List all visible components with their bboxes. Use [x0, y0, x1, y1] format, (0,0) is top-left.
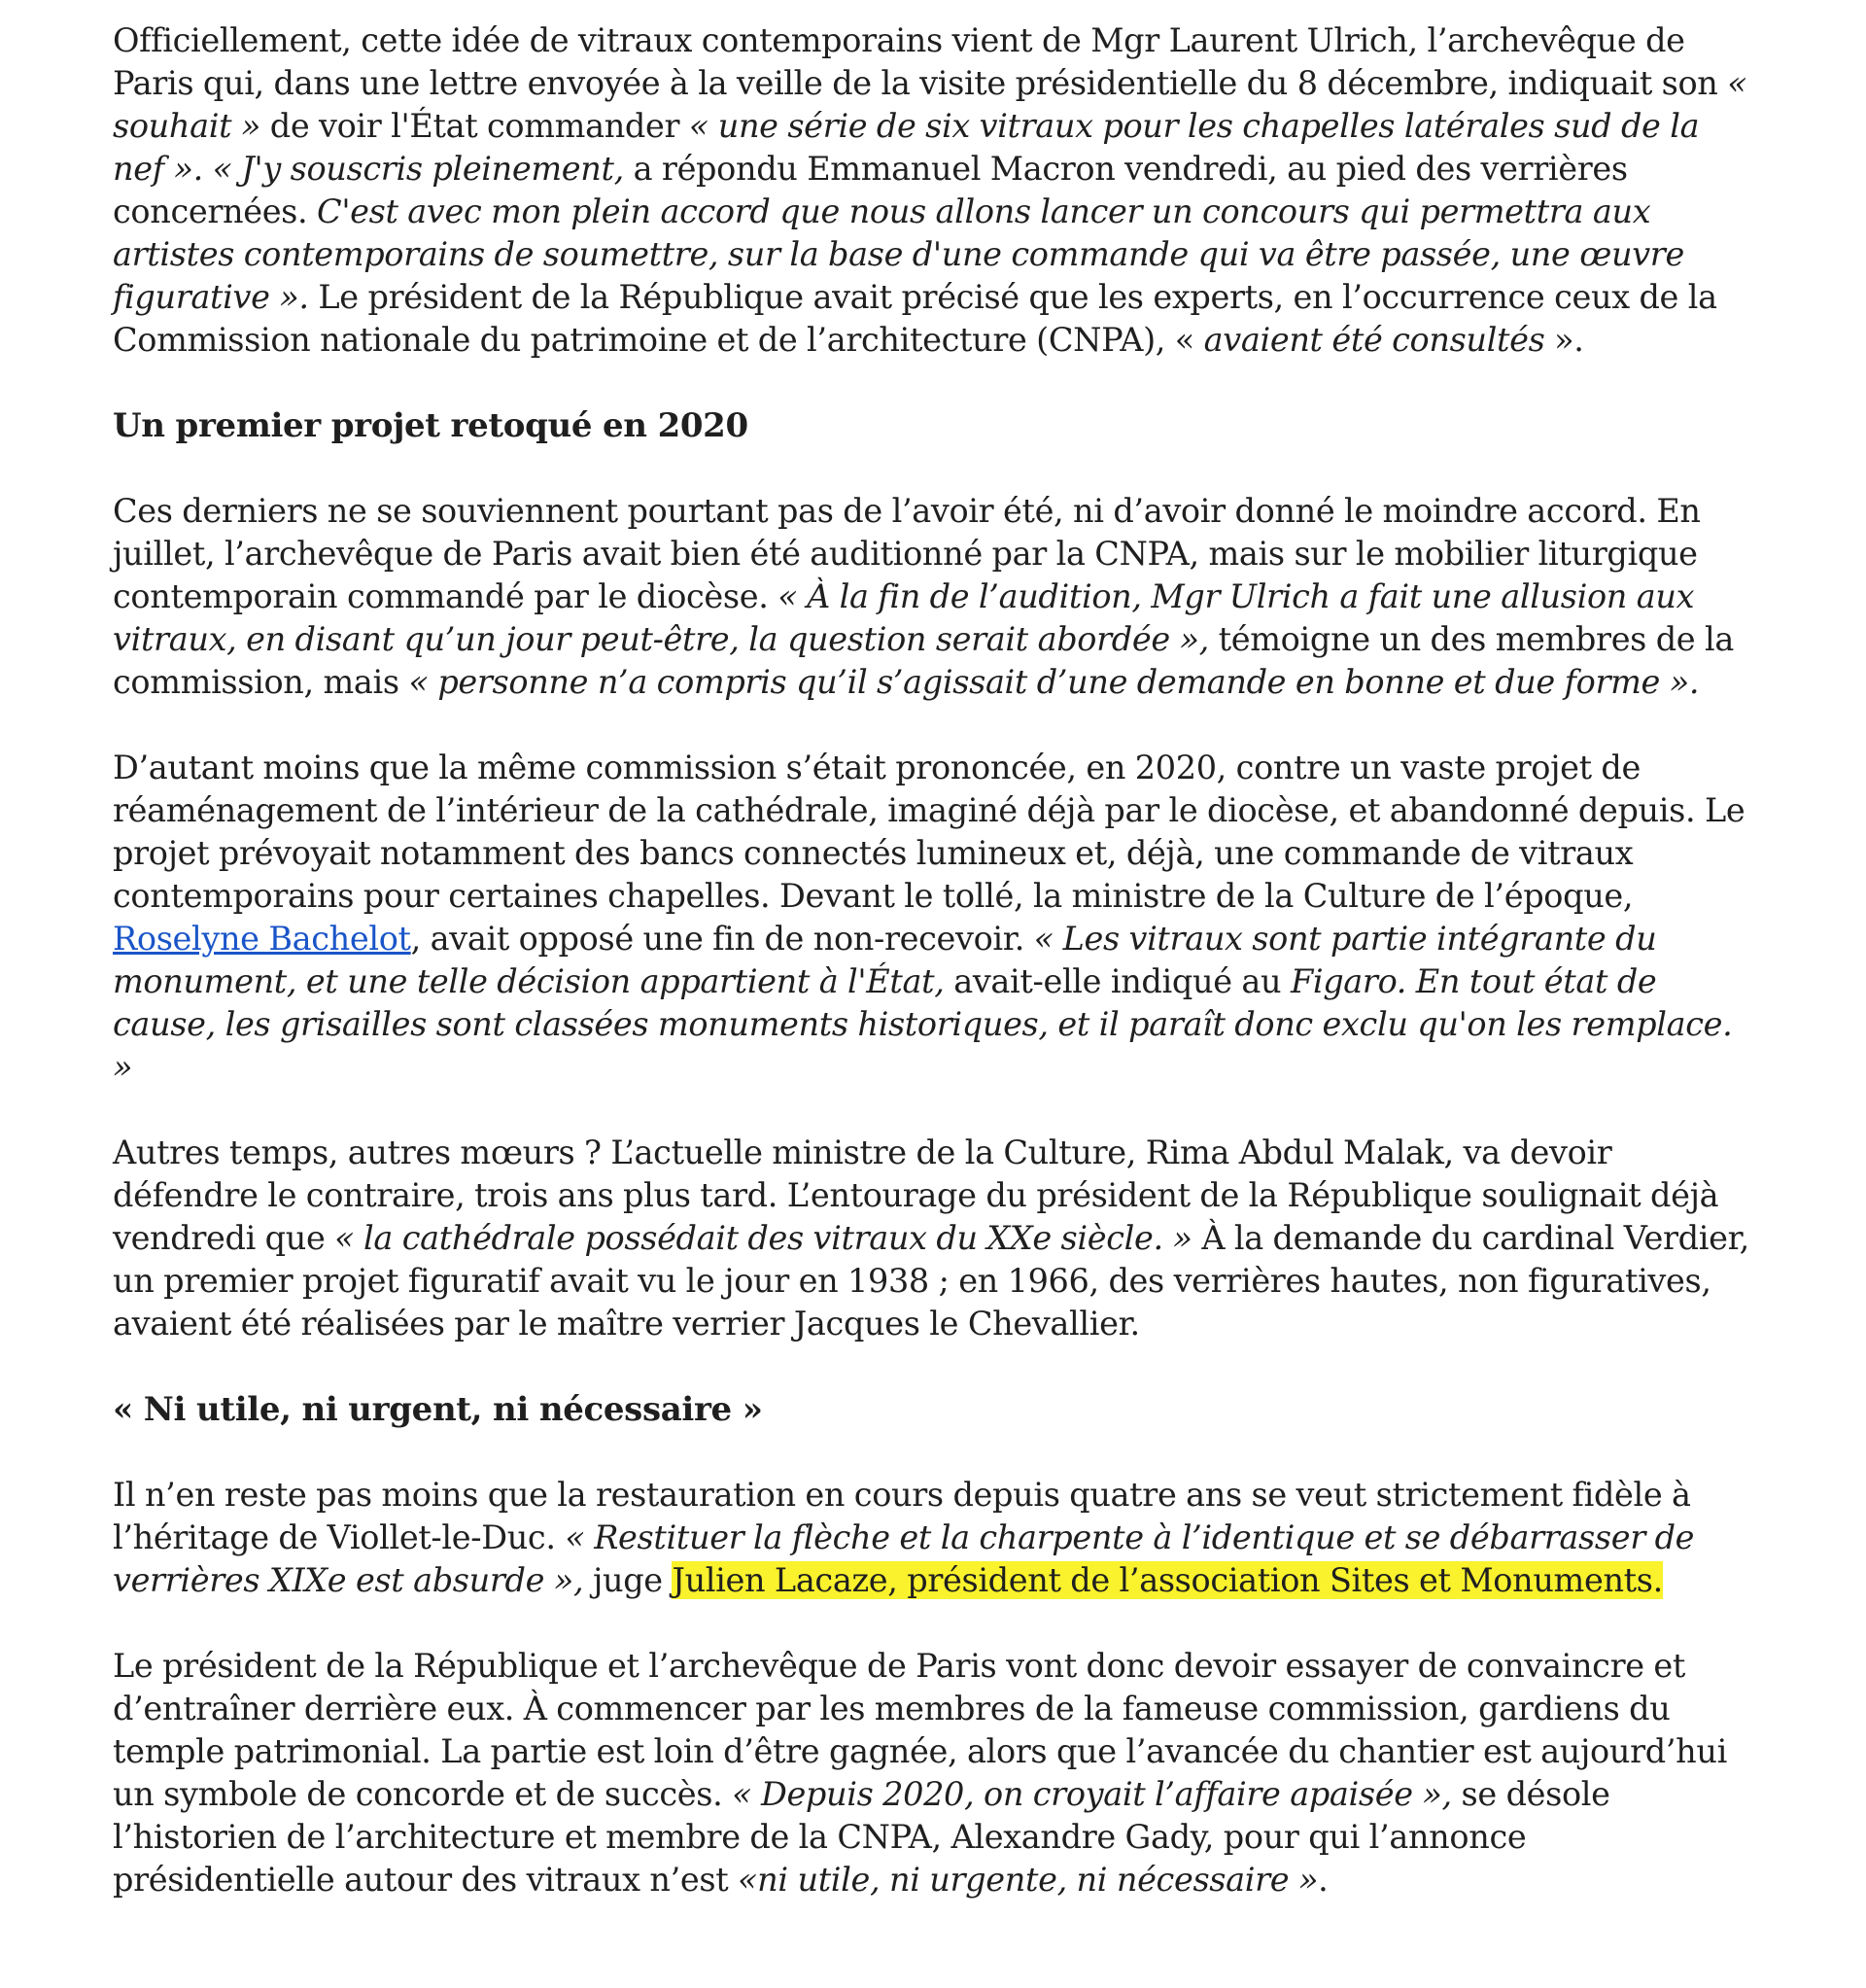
roselyne-bachelot-link[interactable]: Roselyne Bachelot — [113, 920, 411, 958]
p1-text-3: a répondu Emmanuel Macron vendredi, au pied des verrières concernées. — [113, 150, 1628, 230]
p5-quote-1: « Restituer la flèche et la charpente à l’identique et se débarrasser de verrières XIXe est absurde », — [113, 1518, 1695, 1599]
highlighted-text: Julien Lacaze, président de l’association Sites et Monuments. — [672, 1561, 1663, 1599]
p3-quote-1: « Les vitraux sont partie intégrante du monument, et une telle décision appartient à l'État, — [113, 920, 1657, 1000]
p1-text-4: Le président de la République avait précisé que les experts, en l’occurrence ceux de la Commission nationale du patrimoine et de l’architecture (CNPA), « — [113, 278, 1717, 359]
p1-text-5: ». — [1544, 321, 1584, 359]
paragraph-4 — [113, 1132, 1755, 1345]
p3-text-2: , avait opposé une fin de non-recevoir. — [410, 920, 1034, 958]
p1-text-1: Officiellement, cette idée de vitraux contemporains vient de Mgr Laurent Ulrich, l’archevêque de Paris qui, dans une lettre envoyée à la veille de la visite présidentielle du 8 décembre, indiquait son — [113, 21, 1728, 102]
p1-quote-2: « une série de six vitraux pour les chapelles latérales sud de la nef ». « J'y souscris pleinement, — [113, 107, 1700, 188]
p3-quote-2: Figaro. En tout état de cause, les grisailles sont classées monuments historiques, et il paraît donc exclu qu'on les remplace. » — [113, 962, 1733, 1086]
p4-text-2: À la demande du cardinal Verdier, un premier projet figuratif avait vu le jour en 1938 ; en 1966, des verrières hautes, non figuratives, avaient été réalisées par le maître verrier Jacques le Chevallier. — [113, 1219, 1749, 1343]
paragraph-1 — [113, 19, 1755, 362]
p5-text-1: Il n’en reste pas moins que la restauration en cours depuis quatre ans se veut strictement fidèle à l’héritage de Viollet-le-Duc. — [113, 1476, 1691, 1556]
p2-text-1: Ces derniers ne se souviennent pourtant pas de l’avoir été, ni d’avoir donné le moindre accord. En juillet, l’archevêque de Paris avait bien été auditionné par la CNPA, mais sur le mobilier liturgique contemporain commandé par le diocèse. — [113, 492, 1701, 615]
paragraph-3 — [113, 747, 1755, 1089]
p4-quote-1: « la cathédrale possédait des vitraux du XXe siècle. » — [334, 1219, 1192, 1257]
p2-quote-1: « À la fin de l’audition, Mgr Ulrich a fait une allusion aux vitraux, en disant qu’un jour peut-être, la question serait abordée », — [113, 577, 1695, 658]
section-heading-2: « Ni utile, ni urgent, ni nécessaire » — [113, 1390, 763, 1429]
paragraph-2 — [113, 490, 1755, 704]
p5-text-2: juge — [583, 1561, 673, 1599]
p2-quote-2: « personne n’a compris qu’il s’agissait d’une demande en bonne et due forme ». — [408, 663, 1700, 701]
p1-quote-4: avaient été consultés — [1203, 321, 1545, 359]
p4-text-1: Autres temps, autres mœurs ? L’actuelle ministre de la Culture, Rima Abdul Malak, va devoir défendre le contraire, trois ans plus tard. L’entourage du président de la République soulignait déjà vendredi que — [113, 1134, 1719, 1257]
p1-quote-3: C'est avec mon plein accord que nous allons lancer un concours qui permettra aux artistes contemporains de soumettre, sur la base d'une commande qui va être passée, une œuvre figurative ». — [113, 192, 1684, 316]
paragraph-6 — [113, 1645, 1755, 1901]
paragraph-5 — [113, 1474, 1755, 1602]
p6-quote-2: «ni utile, ni urgente, ni nécessaire » — [738, 1861, 1319, 1899]
article-body — [113, 19, 1755, 1944]
p1-text-2: de voir l'État commander — [260, 107, 689, 145]
p6-text-2: se désole l’historien de l’architecture et membre de la CNPA, Alexandre Gady, pour qui l’annonce présidentielle autour des vitraux n’est — [113, 1775, 1610, 1899]
p2-text-2: témoigne un des membres de la commission, mais — [113, 620, 1734, 701]
section-heading-1: Un premier projet retoqué en 2020 — [113, 406, 748, 445]
p6-text-1: Le président de la République et l’archevêque de Paris vont donc devoir essayer de convaincre et d’entraîner derrière eux. À commencer par les membres de la fameuse commission, gardiens du temple patrimonial. La partie est loin d’être gagnée, alors que l’avancée du chantier est aujourd’hui un symbole de concorde et de succès. — [113, 1647, 1727, 1813]
p1-quote-1: « souhait » — [113, 64, 1747, 145]
p6-quote-1: « Depuis 2020, on croyait l’affaire apaisée », — [732, 1775, 1452, 1813]
p3-text-1: D’autant moins que la même commission s’était prononcée, en 2020, contre un vaste projet de réaménagement de l’intérieur de la cathédrale, imaginé déjà par le diocèse, et abandonné depuis. Le projet prévoyait notamment des bancs connectés lumineux et, déjà, une commande de vitraux contemporains pour certaines chapelles. Devant le tollé, la ministre de la Culture de l’époque, — [113, 749, 1745, 915]
p6-text-3: . — [1318, 1861, 1329, 1899]
p3-text-3: avait-elle indiqué au — [944, 962, 1291, 1000]
